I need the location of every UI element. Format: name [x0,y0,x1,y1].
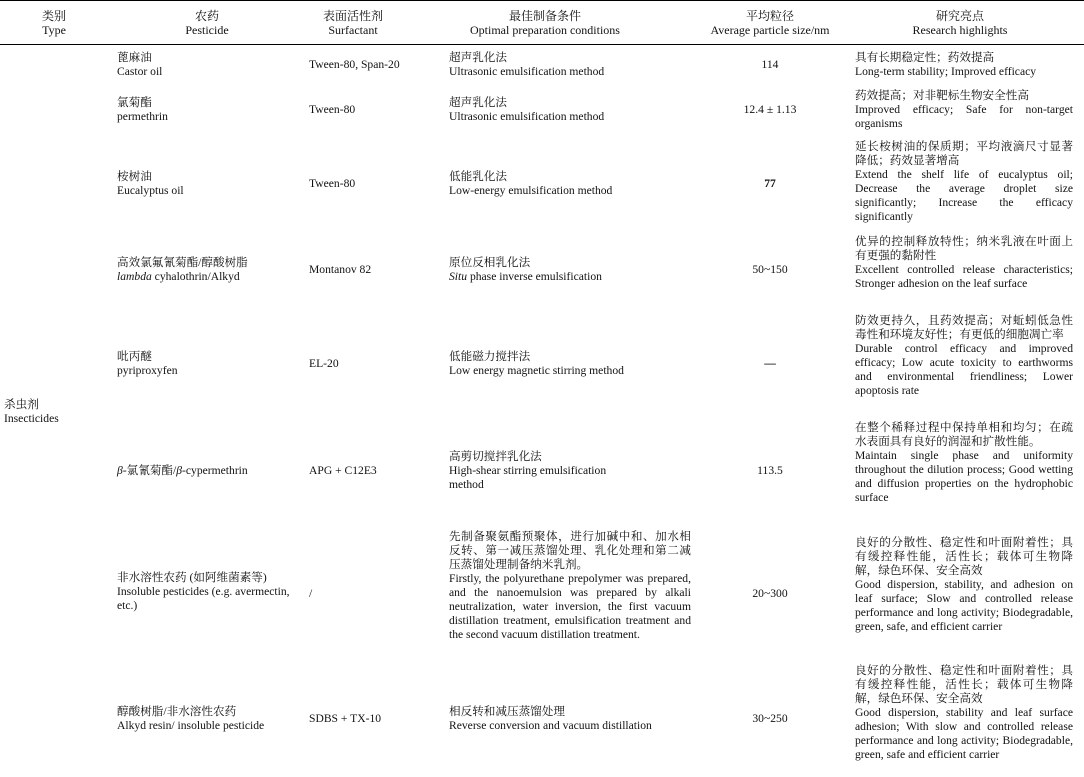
table-row-3-surfactant: Tween-80 [309,177,356,190]
category-zh: 杀虫剂 [4,398,39,411]
highlight-zh: 良好的分散性、稳定性和叶面附着性；具有缓控释性能，活性长；载体可生物降解，绿色环保、安全高效 [855,536,1073,577]
pesticide-en: Eucalyptus oil [117,184,184,197]
condition-zh: 超声乳化法 [449,96,507,109]
highlight-zh: 药效提高；对非靶标生物安全性高 [855,89,1029,102]
table-row-5-highlights [855,314,1073,398]
highlight-zh: 良好的分散性、稳定性和叶面附着性；具有缓控释性能，活性长；载体可生物降解，绿色环保、安全高效 [855,664,1073,705]
header-highlight [880,9,1040,37]
table-row-3-pesticide [117,170,307,198]
pesticide-zh: -氯氰菊酯/ [122,464,177,477]
table-row-4-highlights [855,235,1073,291]
table-row-2-size: 12.4 ± 1.13 [743,103,797,116]
highlight-en: Long-term stability; Improved efficacy [855,65,1037,78]
table-row-8-condition [449,705,691,733]
table-row-3-condition [449,170,691,198]
condition-zh: 原位反相乳化法 [449,256,531,269]
table-row-8-highlights [855,664,1073,762]
highlight-en: Excellent controlled release characteristics; Stronger adhesion on the leaf surface [855,263,1073,290]
pesticide-en: pyriproxyfen [117,364,178,377]
highlight-en: Improved efficacy; Safe for non-target organisms [855,103,1073,130]
condition-en: Ultrasonic emulsification method [449,110,605,123]
pesticide-en: Castor oil [117,65,163,78]
header-size [690,9,850,37]
table-row-8-size: 30~250 [752,712,788,725]
table-row-6-highlights [855,421,1073,505]
highlight-zh: 在整个稀释过程中保持单相和均匀；在疏水表面具有良好的润湿和扩散性能。 [855,421,1073,448]
table-row-4-surfactant: Montanov 82 [309,263,372,276]
table-row-3-highlights [855,140,1073,224]
header-pesticide [117,9,297,37]
table-row-2-highlights [855,89,1073,131]
table-row-8-pesticide [117,705,307,733]
pesticide-mixed [117,464,307,478]
table-row-6-condition [449,450,639,492]
pesticide-en: -cypermethrin [182,464,248,477]
header-highlight-en: Research highlights [912,23,1008,37]
table-row-6-size: 113.5 [757,464,783,477]
header-size-en: Average particle size/nm [710,23,830,37]
table-row-3-size: 77 [764,177,776,190]
category-label [4,398,59,426]
highlight-zh: 延长桉树油的保质期；平均液滴尺寸显著降低；药效显著增高 [855,140,1073,167]
table-row-6-pesticide [117,464,307,478]
table-row-1-pesticide [117,51,307,79]
table-row-7-highlights [855,536,1073,634]
table-row-1-surfactant: Tween-80, Span-20 [309,58,400,71]
table-row-2-condition [449,96,691,124]
table-row-5-size: — [764,357,776,370]
table-row-5-surfactant: EL-20 [309,357,339,370]
table-row-4-condition [449,256,691,284]
pesticide-zh: 醇酸树脂/非水溶性农药 [117,705,237,718]
highlight-en: Good dispersion, stability and leaf surface adhesion; With slow and controlled release performance and long activity; Biodegradable, green, safe and efficient carrier [855,706,1073,761]
pesticide-en-rest: cyhalothrin/Alkyd [151,270,240,283]
pesticide-zh: 桉树油 [117,170,152,183]
header-type-en: Type [42,23,66,37]
pesticide-en: Insoluble pesticides (e.g. avermectin, etc.) [117,585,290,612]
condition-en: Firstly, the polyurethane prepolymer was prepared, and the nanoemulsion was prepared by alkali neutralization, water inversion, the first vacuum distillation treatment, emulsification treatment and the second vacuum distillation treatment. [449,572,691,641]
condition-zh: 相反转和减压蒸馏处理 [449,705,565,718]
condition-en: Low-energy emulsification method [449,184,613,197]
pesticide-en: Alkyd resin/ insoluble pesticide [117,719,265,732]
condition-en-italic: Situ [449,270,468,283]
condition-en: High-shear stirring emulsification method [449,464,607,491]
highlight-en: Maintain single phase and uniformity throughout the dilution process; Good wetting and diffusion properties on the hydrophobic surface [855,449,1073,504]
pesticide-zh: 氯菊酯 [117,96,152,109]
highlight-zh: 优异的控制释放特性；纳米乳液在叶面上有更强的黏附性 [855,235,1073,262]
pesticide-en [117,270,307,284]
condition-en-rest: phase inverse emulsification [467,270,602,283]
table-row-1-size: 114 [761,58,779,71]
highlight-en: Good dispersion, stability, and adhesion on leaf surface; Slow and controlled release performance and long activity; Biodegradable, green, safe, and efficient carrier [855,578,1073,633]
pesticide-en-italic: lambda [117,270,152,283]
pesticide-zh: 高效氯氟氰菊酯/醇酸树脂 [117,256,248,269]
table-row-5-condition [449,350,691,378]
table-row-4-size: 50~150 [752,263,788,276]
header-pesticide-zh: 农药 [194,9,219,23]
header-condition-zh: 最佳制备条件 [508,9,581,23]
condition-zh: 低能乳化法 [449,170,507,183]
header-surfactant-zh: 表面活性剂 [322,9,383,23]
table-row-7-condition [449,530,691,642]
condition-zh: 高剪切搅拌乳化法 [449,450,542,463]
table-top-rule [0,0,1084,1]
header-surfactant [300,9,406,37]
beta-symbol: β [176,464,183,477]
highlight-zh: 防效更持久，且药效提高；对蚯蚓低急性毒性和环境友好性；有更低的细胞凋亡率 [855,314,1073,341]
table-row-2-pesticide [117,96,307,124]
table-row-6-surfactant: APG + C12E3 [309,464,377,477]
pesticide-zh: 吡丙醚 [117,350,152,363]
category-en: Insecticides [4,412,59,425]
highlight-en: Extend the shelf life of eucalyptus oil; Decrease the average droplet size significantly; Increase the efficacy significantly [855,168,1073,223]
table-row-1-highlights [855,51,1073,79]
condition-zh: 低能磁力搅拌法 [449,350,531,363]
table-row-7-pesticide [117,571,297,613]
header-size-zh: 平均粒径 [745,9,794,23]
header-highlight-zh: 研究亮点 [935,9,984,23]
condition-zh: 先制备聚氨酯预聚体，进行加碱中和、加水相反转、第一减压蒸馏处理、乳化处理和第二减压蒸馏处理制备纳米乳剂。 [449,530,691,571]
table-row-5-pesticide [117,350,307,378]
table-row-1-condition [449,51,691,79]
pesticide-en: permethrin [117,110,168,123]
header-condition [440,9,650,37]
beta-symbol: β [117,464,123,477]
header-surfactant-en: Surfactant [328,23,378,37]
table-row-4-pesticide [117,256,307,284]
header-type-zh: 类别 [41,9,66,23]
header-condition-en: Optimal preparation conditions [470,23,620,37]
condition-en: Low energy magnetic stirring method [449,364,624,377]
pesticide-zh: 非水溶性农药 (如阿维菌素等) [117,571,267,584]
highlight-zh: 具有长期稳定性；药效提高 [855,51,995,64]
table-row-7-size: 20~300 [752,587,788,600]
table-row-2-surfactant: Tween-80 [309,103,356,116]
header-type [4,9,104,37]
highlight-en: Durable control efficacy and improved efficacy; Low acute toxicity to earthworms and environmental friendliness; Lower apoptosis rate [855,342,1073,397]
condition-en: Ultrasonic emulsification method [449,65,605,78]
condition-zh: 超声乳化法 [449,51,507,64]
table-header-rule [0,44,1084,45]
header-pesticide-en: Pesticide [185,23,229,37]
pesticide-zh: 蓖麻油 [117,51,152,64]
condition-en [449,270,691,284]
condition-en: Reverse conversion and vacuum distillation [449,719,652,732]
table-row-7-surfactant: / [309,587,313,600]
table-row-8-surfactant: SDBS + TX-10 [309,712,382,725]
